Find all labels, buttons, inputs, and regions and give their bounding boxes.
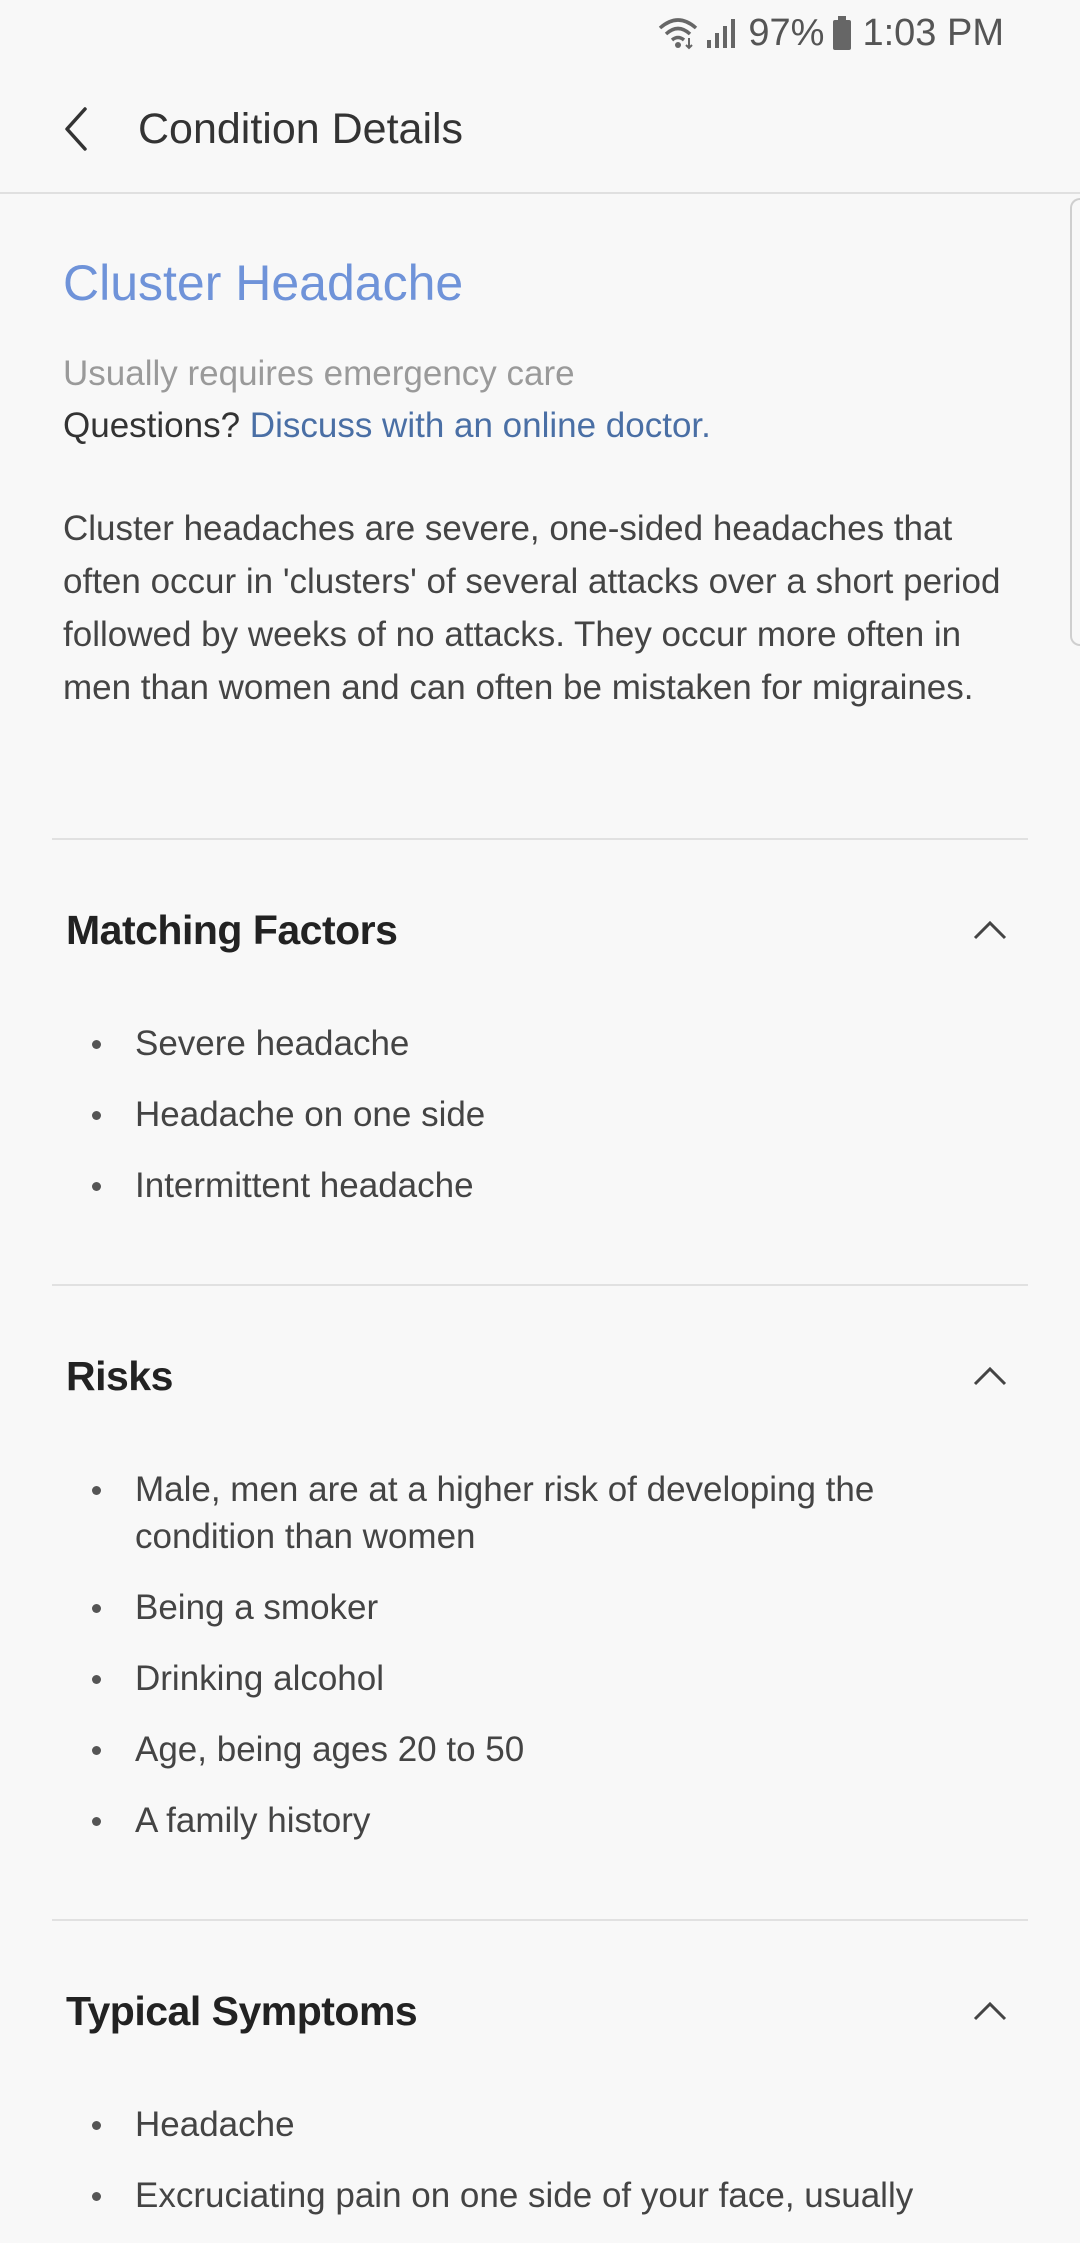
battery-percent: 97% — [748, 11, 825, 54]
chevron-up-icon[interactable] — [970, 910, 1010, 950]
section-matching-factors — [52, 838, 1028, 1233]
list-item: Excruciating pain on one side of your face, usually — [72, 2172, 975, 2219]
questions-line — [63, 406, 711, 446]
section-header-matching-factors[interactable] — [52, 840, 1028, 1020]
section-header-risks[interactable] — [52, 1286, 1028, 1466]
online-doctor-link[interactable]: Discuss with an online doctor. — [249, 406, 711, 445]
section-title: Typical Symptoms — [66, 1987, 418, 2034]
section-typical-symptoms — [52, 1919, 1028, 2243]
care-note: Usually requires emergency care — [63, 354, 575, 393]
list-item: Being a smoker — [72, 1584, 975, 1631]
signal-icon — [706, 18, 738, 48]
risks-list — [52, 1466, 1028, 1844]
chevron-up-icon[interactable] — [970, 1356, 1010, 1396]
list-item: Headache — [72, 2101, 975, 2148]
chevron-up-icon[interactable] — [970, 1991, 1010, 2031]
app-bar — [0, 66, 1080, 194]
page-title: Condition Details — [138, 104, 464, 153]
list-item: Severe headache — [72, 1020, 975, 1067]
status-bar — [0, 0, 1080, 66]
scroll-handle[interactable] — [1070, 198, 1080, 646]
matching-factors-list — [52, 1020, 1028, 1209]
list-item: Age, being ages 20 to 50 — [72, 1726, 975, 1773]
list-item: A family history — [72, 1797, 975, 1844]
clock: 1:03 PM — [862, 11, 1004, 54]
back-button[interactable] — [42, 94, 112, 164]
section-header-typical-symptoms[interactable] — [52, 1921, 1028, 2101]
battery-icon — [832, 16, 852, 50]
wifi-icon — [656, 16, 700, 50]
list-item: Male, men are at a higher risk of developing the condition than women — [72, 1466, 975, 1560]
typical-symptoms-list — [52, 2101, 1028, 2219]
condition-name: Cluster Headache — [63, 255, 464, 311]
list-item: Drinking alcohol — [72, 1655, 975, 1702]
list-item: Intermittent headache — [72, 1162, 975, 1209]
section-risks — [52, 1284, 1028, 1868]
list-item: Headache on one side — [72, 1091, 975, 1138]
condition-description: Cluster headaches are severe, one-sided headaches that often occur in 'clusters' of several attacks over a short period followed by weeks of no attacks. They occur more often in men than women and can often be mistaken for migraines. — [63, 509, 1001, 707]
back-arrow-icon — [57, 105, 97, 153]
section-title: Matching Factors — [66, 906, 398, 953]
section-title: Risks — [66, 1352, 173, 1399]
questions-prefix: Questions? — [63, 406, 241, 445]
